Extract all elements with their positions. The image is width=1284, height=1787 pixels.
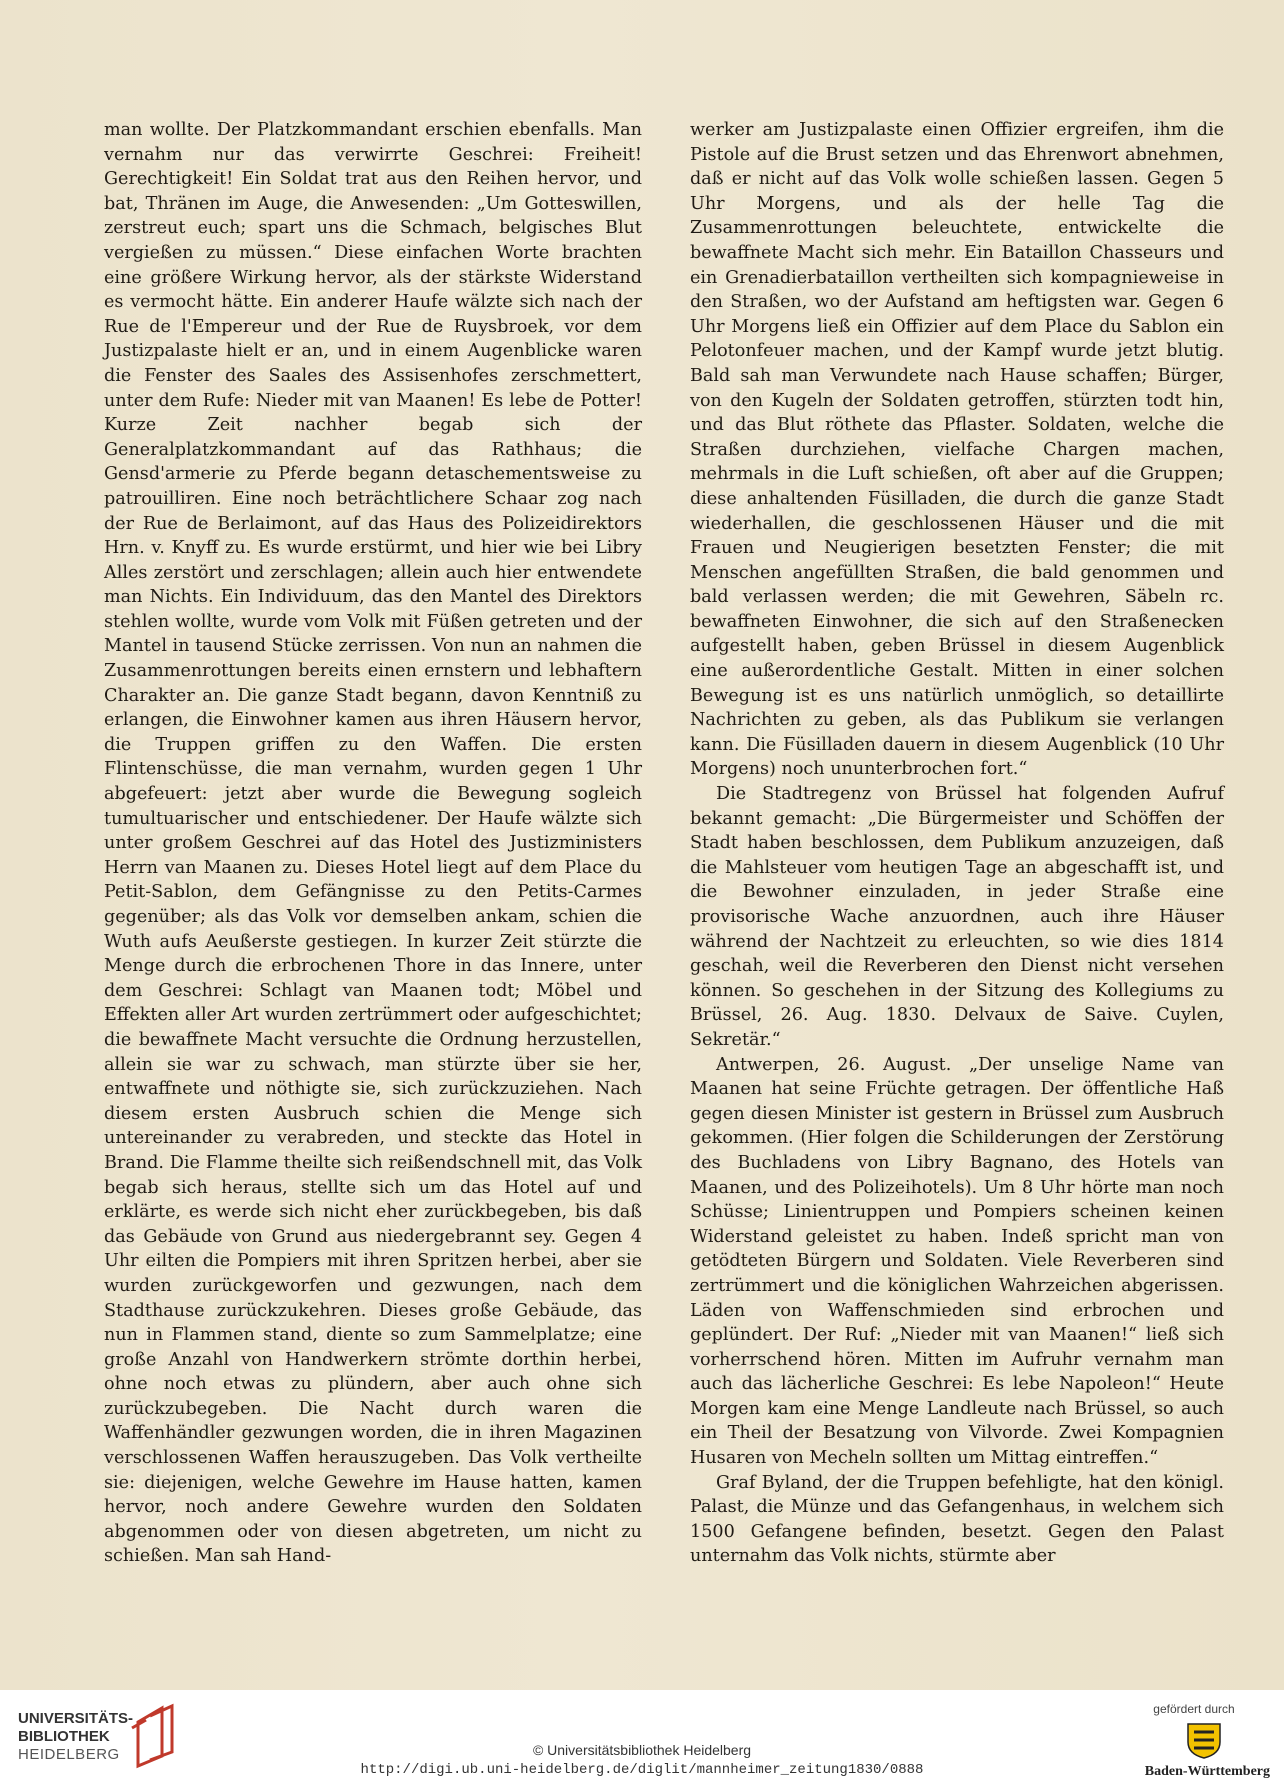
funded-by-label: gefördert durch bbox=[1153, 1702, 1235, 1716]
digitization-footer bbox=[0, 1690, 1284, 1787]
left-paragraph-1: man wollte. Der Platzkommandant erschien ebenfalls. Man vernahm nur das verwirrte Geschrei: Freiheit! Gerechtigkeit! Ein Soldat trat aus den Reihen hervor, und bat, Thränen im Auge, die Anwesenden: „Um Gotteswillen, zerstreut euch; spart uns die Schmach, belgisches Blut vergießen zu müssen.“ Diese einfachen Worte brachten eine größere Wirkung hervor, als der stärkste Widerstand es vermocht hätte. Ein anderer Haufe wälzte sich nach der Rue de l'Empereur und der Rue de Ruysbroek, vor dem Justizpalaste hielt er an, und in einem Augenblicke waren die Fenster des Saales des Assisenhofes zerschmettert, unter dem Rufe: Nieder mit van Maanen! Es lebe de Potter! Kurze Zeit nachher begab sich der Generalplatzkommandant auf das Rathhaus; die Gensd'armerie zu Pferde begann detaschementsweise zu patrouilliren. Eine noch beträchtlichere Schaar zog nach der Rue de Berlaimont, auf das Haus des Polizeidirektors Hrn. v. Knyff zu. Es wurde erstürmt, und hier wie bei Libry Alles zerstört und zerschlagen; allein auch hier entwendete man Nichts. Ein Individuum, das den Mantel des Direktors stehlen wollte, wurde vom Volk mit Füßen getreten und der Mantel in tausend Stücke zerrissen. Von nun an nahmen die Zusammenrottungen bereits einen ernstern und lebhaftern Charakter an. Die ganze Stadt begann, davon Kenntniß zu erlangen, die Einwohner kamen aus ihren Häusern hervor, die Truppen griffen zu den Waffen. Die ersten Flintenschüsse, die man vernahm, wurden gegen 1 Uhr abgefeuert: jetzt aber wurde die Bewegung sogleich tumultuarischer und entschiedener. Der Haufe wälzte sich unter großem Geschrei auf das Hotel des Justizministers Herrn van Maanen zu. Dieses Hotel liegt auf dem Place du Petit-Sablon, dem Gefängnisse zu den Petits-Carmes gegenüber; als das Volk vor demselben ankam, schien die Wuth aufs Aeußerste gestiegen. In kurzer Zeit stürzte die Menge durch die erbrochenen Thore in das Innere, unter dem Geschrei: Schlagt van Maanen todt; Möbel und Effekten aller Art wurden zertrümmert oder aufgeschichtet; die bewaffnete Macht versuchte die Ordnung herzustellen, allein sie war zu schwach, man stürzte über sie her, entwaffnete und nöthigte sie, sich zurückzuziehen. Nach diesem ersten Ausbruch schien die Menge sich untereinander zu verabreden, und steckte das Hotel in Brand. Die Flamme theilte sich reißendschnell mit, das Volk begab sich heraus, stellte sich um das Hotel auf und erklärte, es werde sich nicht eher zurückbegeben, bis daß das Gebäude von Grund aus niedergebrannt sey. Gegen 4 Uhr eilten die Pompiers mit ihren Spritzen herbei, aber sie wurden zurückgeworfen und gezwungen, nach dem Stadthause zurückzukehren. Dieses große Gebäude, das nun in Flammen stand, diente so zum Sammelplatze; eine große Anzahl von Handwerkern strömte dorthin herbei, ohne noch etwas zu plündern, aber auch ohne sich zurückzubegeben. Die Nacht durch waren die Waffenhändler gezwungen worden, die in ihren Magazinen verschlossenen Waffen herauszugeben. Das Volk vertheilte sie: diejenigen, welche Gewehre im Hause hatten, kamen hervor, noch andere Gewehre wurden den Soldaten abgenommen oder von diesen abgetreten, um nicht zu schießen. Man sah Hand- bbox=[104, 120, 642, 1567]
right-paragraph-3: Antwerpen, 26. August. „Der unselige Name van Maanen hat seine Früchte getragen. Der öffentliche Haß gegen diesen Minister ist gestern in Brüssel zum Ausbruch gekommen. (Hier folgen die Schilderungen der Zerstörung des Buchladens von Libry Bagnano, des Hotels van Maanen, und des Polizeihotels). Um 8 Uhr hörte man noch Schüsse; Linientruppen und Pompiers scheinen keinen Widerstand geleistet zu haben. Indeß spricht man von getödteten Bürgern und Soldaten. Viele Reverberen sind zertrümmert und die königlichen Wahrzeichen abgerissen. Läden von Waffenschmieden sind erbrochen und geplündert. Der Ruf: „Nieder mit van Maanen!“ ließ sich vorherrschend hören. Mitten im Aufruhr vernahm man auch das lächerliche Geschrei: Es lebe Napoleon!“ Heute Morgen kam eine Menge Landleute nach Brüssel, so auch ein Theil der Besatzung von Vilvorde. Zwei Kompagnien Husaren von Mecheln sollten um Mittag eintreffen.“ bbox=[690, 1054, 1224, 1469]
library-line-2: BIBLIOTHEK bbox=[18, 1728, 110, 1745]
library-line-3: HEIDELBERG bbox=[18, 1746, 120, 1763]
library-line-1: UNIVERSITÄTS- bbox=[18, 1710, 134, 1727]
right-column bbox=[690, 118, 1224, 1569]
right-paragraph-1: werker am Justizpalaste einen Offizier ergreifen, ihm die Pistole auf die Brust setzen und das Ehrenwort abnehmen, daß er nicht auf das Volk wolle schießen lassen. Gegen 5 Uhr Morgens, und als der helle Tag die Zusammenrottungen beleuchtete, entwickelte die bewaffnete Macht sich mehr. Ein Bataillon Chasseurs und ein Grenadierbataillon vertheilten sich kompagnieweise in den Straßen, wo der Aufstand am heftigsten war. Gegen 6 Uhr Morgens ließ ein Offizier auf dem Place du Sablon ein Pelotonfeuer machen, und der Kampf wurde jetzt blutig. Bald sah man Verwundete nach Hause schaffen; Bürger, von den Kugeln der Soldaten getroffen, stürzten todt hin, und das Blut röthete das Pflaster. Soldaten, welche die Straßen durchziehen, vielfache Chargen machen, mehrmals in die Luft schießen, oft aber auf die Gruppen; diese anhaltenden Füsilladen, die durch die ganze Stadt wiederhallen, die geschlossenen Häuser und die mit Frauen und Neugierigen besetzten Fenster; die mit Menschen angefüllten Straßen, die bald genommen und bald verlassen werden; die mit Gewehren, Säbeln rc. bewaffneten Einwohner, die sich auf den Straßenecken aufgestellt haben, geben Brüssel in diesem Augenblick eine außerordentliche Gestalt. Mitten in einer solchen Bewegung ist es uns natürlich unmöglich, so detaillirte Nachrichten zu geben, als das Publikum sie verlangen kann. Die Füsilladen dauern in diesem Augenblick (10 Uhr Morgens) noch ununterbrochen fort.“ bbox=[690, 120, 1224, 780]
copyright-notice: © Universitätsbibliothek Heidelberg bbox=[532, 1742, 752, 1758]
permalink-url[interactable]: http://digi.ub.uni-heidelberg.de/diglit/mannheimer_zeitung1830/0888 bbox=[360, 1762, 924, 1778]
left-column bbox=[104, 118, 642, 1569]
right-paragraph-2: Die Stadtregenz von Brüssel hat folgenden Aufruf bekannt gemacht: „Die Bürgermeister und Schöffen der Stadt haben beschlossen, dem Publikum anzuzeigen, daß die Mahlsteuer vom heutigen Tage an abgeschafft ist, und die Bewohner einzuladen, in jeder Straße eine provisorische Wache anzuordnen, auch ihre Häuser während der Nachtzeit zu erleuchten, so wie dies 1814 geschah, weil die Reverberen den Dienst nicht versehen können. So geschehen in der Sitzung des Kollegiums zu Brüssel, 26. Aug. 1830. Delvaux de Saive. Cuylen, Sekretär.“ bbox=[690, 784, 1224, 1050]
baden-wuerttemberg-emblem-icon[interactable] bbox=[1180, 1720, 1228, 1760]
ub-heidelberg-logo-icon[interactable] bbox=[128, 1700, 180, 1770]
funder-name: Baden-Württemberg bbox=[1144, 1764, 1270, 1779]
right-paragraph-4: Graf Byland, der die Truppen befehligte, hat den königl. Palast, die Münze und das Gefangenhaus, in welchem sich 1500 Gefangene befinden, besetzt. Gegen den Palast unternahm das Volk nichts, stürmte aber bbox=[690, 1472, 1224, 1567]
